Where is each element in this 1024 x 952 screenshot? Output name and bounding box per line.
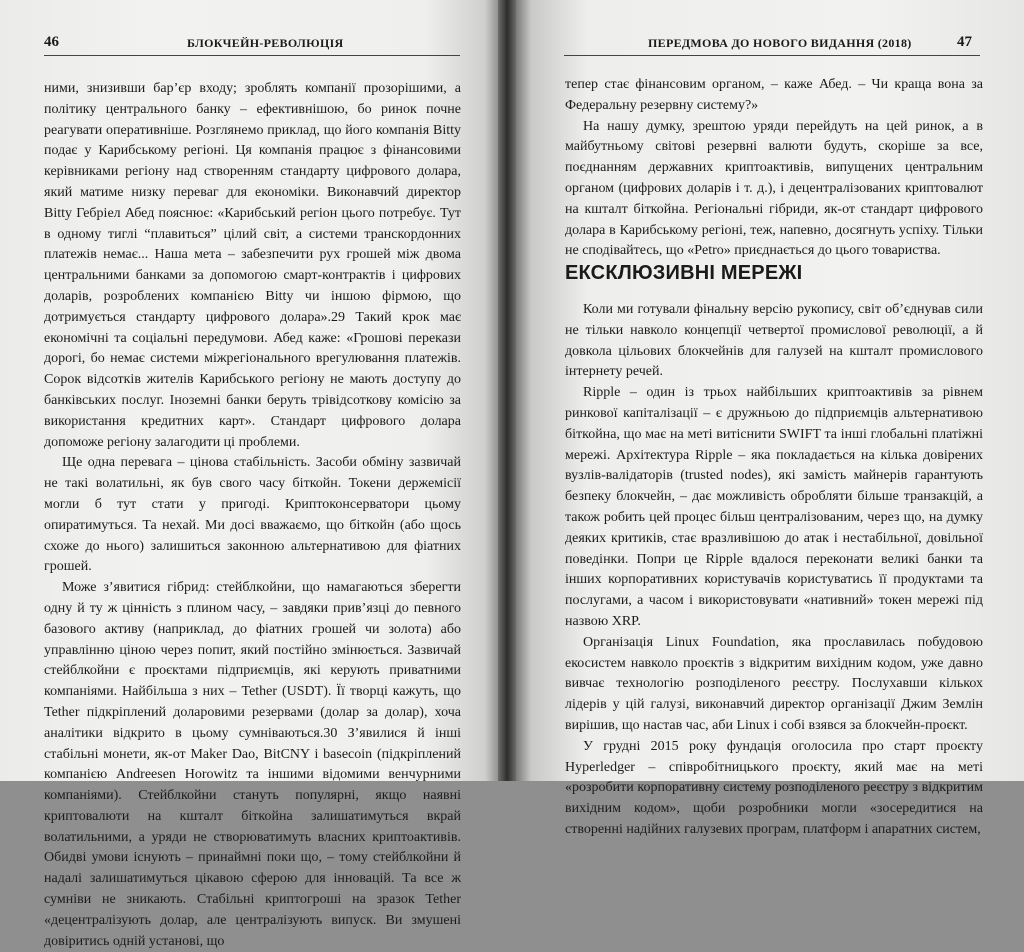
right-page: [516, 0, 1024, 837]
header-rule-right: [564, 55, 980, 56]
left-page: [0, 0, 500, 949]
paragraph: ними, знизивши бар’єр входу; зроблять компанії прозорішими, а політику центрального банку – ефективнішою, бо ринок почне реагувати оперативніше. Розглянемо приклад, що його компанія Bitty подає у Карибському регіоні. Ця компанія працює з фінансовими керівниками регіону над створенням стандарту цифрового долара, який матиме низку переваг для економіки. Виконавчий директор Bitty Гебріел Абед пояснює: «Карибський регіон цього потребує. Тут в одному тиглі “плавиться” цілий світ, а системи транскордонних платежів немає... Наша мета – забезпечити рух грошей між двома центральними банками за допомогою смарт-контрактів і цифрових доларів, розроблених компанією Bitty чи іншою фірмою, що дотримується стандарту цифрового долара».29 Такий крок має економічні та соціальні передумови. Абед каже: «Грошові перекази дорогі, бо немає системи міжрегіонального врегулювання платежів. Сорок відсотків жителів Карибського регіону не мають доступу до банківських послуг. Іноземні банки беруть трівідсоткову комісію за використання кредитних карт». Стандарт цифрового долара допоможе регіону залагодити ці проблеми.: [44, 81, 461, 450]
right-page-body-top: [565, 75, 983, 262]
paragraph: Ripple – один із трьох найбільших криптоактивів за рівнем ринкової капіталізації – є дружньою до підприємців альтернативою біткойна, що має на меті витіснити SWIFT та інші глобальні платіжні мережі. Архітектура Ripple – яка покладається на кілька довірених вузлів-валідаторів (trusted nodes), які замість майнерів гарантують безпеку блокчейн, – дає можливість обробляти більше транзакцій, а також робить цей процес більш централізованим, через що, на думку деяких критиків, стає вразливішою до атак і нестабільної, довільної поведінки. Попри це Ripple вдалося переконати великі банки та інших корпоративних користувачів користуватись її продуктами та послугами, а часом і використовувати «нативний» токен мережі під назвою XRP.: [565, 385, 983, 629]
header-rule-left: [44, 55, 460, 56]
book-gutter: [498, 0, 518, 781]
page-number-left: 46: [44, 34, 59, 50]
right-page-body-bottom: [565, 300, 983, 841]
section-heading: ЕКСКЛЮЗИВНІ МЕРЕЖІ: [565, 262, 803, 284]
page-number-right: 47: [957, 34, 972, 50]
paragraph: У грудні 2015 року фундація оголосила про старт проєкту Hyperledger – співробітницького проєкту, який має на меті «розробити корпоративну систему розподіленого реєстру з відкритим вихідним кодом», щоби розробники могли «зосередитися на створенні надійних галузевих програм, платформ і апаратних систем,: [565, 738, 983, 837]
running-head-right: ПЕРЕДМОВА ДО НОВОГО ВИДАННЯ (2018): [648, 36, 912, 50]
paragraph: На нашу думку, зрештою уряди перейдуть на цей ринок, а в майбутньому світові резервні валюти будуть, скоріше за все, поєднанням державних криптоактивів, випущених центральним органом (цифрових доларів і т. д.), і децентралізованих криптовалют на кшталт біткойна. Регіональні гібриди, як-от стандарт цифрового долара в Карибському регіоні, теж, напевно, досягнуть успіху. Тільки не сподівайтесь, що «Petro» приєднається до цього товариства.: [565, 118, 983, 259]
paragraph: Організація Linux Foundation, яка прославилась побудовою екосистем навколо проєктів з відкритим вихідним кодом, уже давно вивчає технологію розподіленого реєстру. Послухавши кількох лідерів у цій галузі, виконавчий директор організації Джим Землін вирішив, що настав час, аби Linux і собі взявся за блокчейн-проєкт.: [565, 634, 983, 733]
paragraph: Ще одна перевага – цінова стабільність. Засоби обміну зазвичай не такі волатильні, як був свого часу біткойн. Токени держемісії могли б тут стати у пригоді. Криптоконсерватори цьому опиратимуться. Та нехай. Ми досі вважаємо, що біткойн (або щось схоже до нього) залишиться законною альтернативою для фіатних грошей.: [44, 455, 461, 575]
left-page-body: [44, 79, 461, 952]
paragraph: Коли ми готували фінальну версію рукопису, світ об’єднував сили не тільки навколо концепції четвертої промислової революції, а й довкола цільових блокчейнів для галузей на кшталт промислового інтернету речей.: [565, 302, 983, 380]
running-head-left: БЛОКЧЕЙН-РЕВОЛЮЦІЯ: [187, 36, 344, 50]
paragraph: тепер стає фінансовим органом, – каже Абед. – Чи краща вона за Федеральну резервну систему?»: [565, 77, 983, 113]
paragraph: Може з’явитися гібрид: стейблкойни, що намагаються зберегти одну й ту ж цінність з плином часу, – завдяки прив’язці до певного базового активу (наприклад, до фіатних грошей чи золота) або управлінню ціною через попит, який постійно змінюється. Зазвичай стейблкойни є проєктами підприємців, які керують приватними компаніями. Найбільша з них – Tether (USDT). Її творці кажуть, що Tether підкріплений доларовими резервами (долар за долар), хоча аналітики відкрито в цьому сумніваються.30 З’явилися й інші стабільні монети, як-от Maker Dao, BitCNY і basecoin (підкріплений компанією Andreesen Horowitz та іншими відомими венчурними компаніями). Стейблкойни стануть популярні, якщо наявні криптовалюти на кшталт біткойна залишатимуться вкрай волатильними, а уряди не створюватимуть власних криптоактивів. Обидві умови існують – принаймні поки що, – тому стейблкойни й надалі залишатимуться цікавою сферою для інновацій. Та все ж сумніви не зникають. Стабільні криптогроші на зразок Tether «децентралізують долар, але централізують випуск. Ви змушені довіритись одній установі, що: [44, 580, 461, 949]
